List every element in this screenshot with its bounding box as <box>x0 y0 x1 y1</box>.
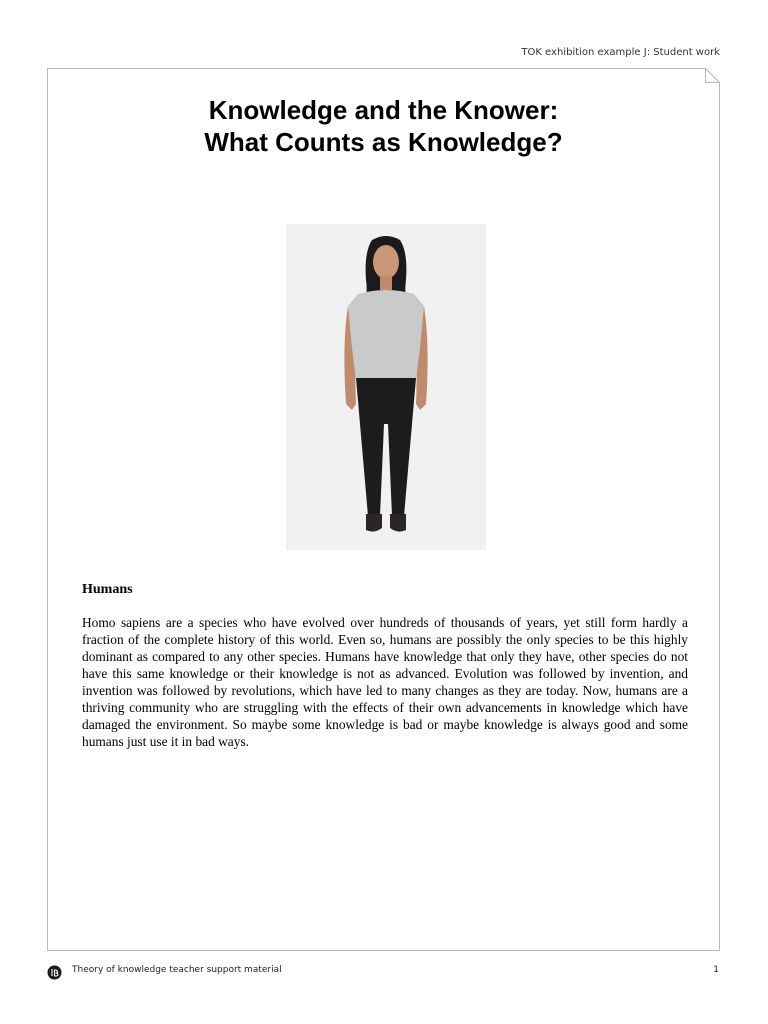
footer-label: Theory of knowledge teacher support material <box>72 965 282 975</box>
title-line-2: What Counts as Knowledge? <box>204 127 563 157</box>
section-heading-humans: Humans <box>82 582 133 597</box>
body-paragraph: Homo sapiens are a species who have evolved over hundreds of thousands of years, yet still form hardly a fraction of the complete history of this world. Even so, humans are possibly the only species to be this highly dominant as compared to any other species. Humans have knowledge that only they have, other species do not have this same knowledge or their knowledge is not as advanced. Evolution was followed by invention, and invention was followed by revolutions, which have led to many changes as they are today. Now, humans are a thriving community who are struggling with the effects of their own advancements in knowledge which have damaged the environment. So maybe some knowledge is bad or maybe knowledge is always good and some humans just use it in bad ways. <box>82 615 688 749</box>
standing-woman-illustration <box>286 224 486 550</box>
page-title <box>47 94 720 158</box>
page-number: 1 <box>713 965 719 975</box>
title-line-1: Knowledge and the Knower: <box>208 95 559 125</box>
page-frame <box>47 68 720 951</box>
ib-logo-icon <box>47 965 62 980</box>
standing-woman-photo <box>286 224 486 550</box>
exhibition-label: TOK exhibition example J: Student work <box>521 47 720 58</box>
